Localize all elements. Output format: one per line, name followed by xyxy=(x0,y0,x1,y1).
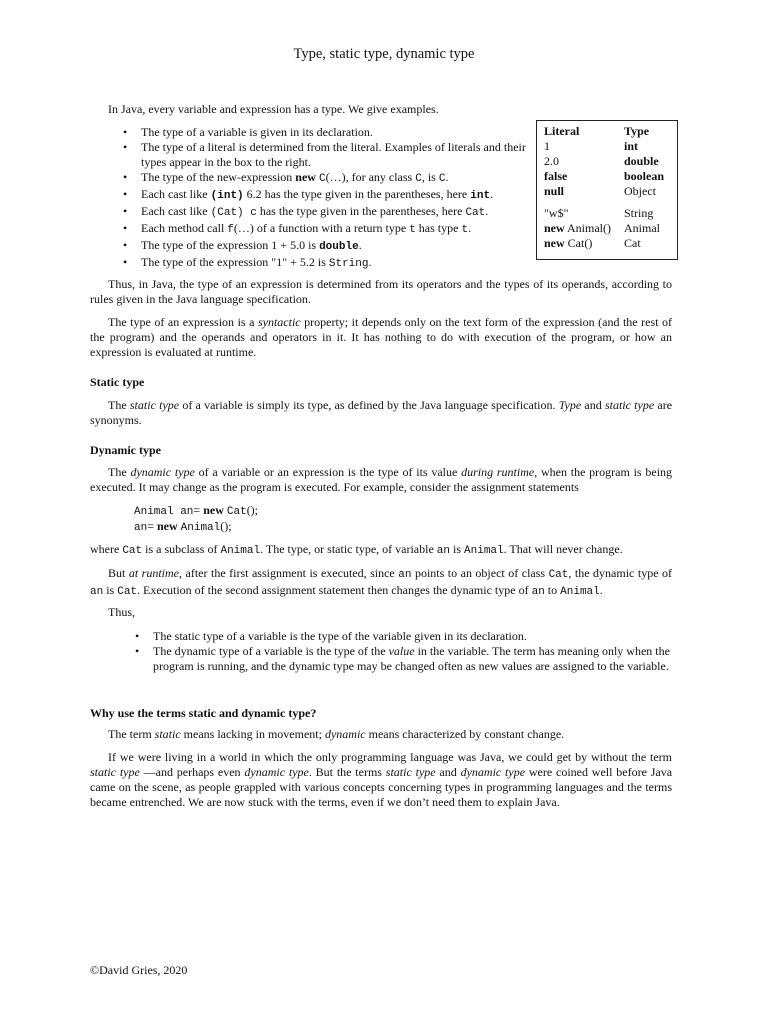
type-header xyxy=(624,124,664,139)
text-run: an xyxy=(398,569,412,581)
text-run: (int) xyxy=(210,190,244,202)
text-run: The type of the new-expression xyxy=(141,170,296,184)
text-run: Cat xyxy=(624,236,641,250)
type-examples-list xyxy=(117,125,532,272)
intro-paragraph: In Java, every variable and expression has a type. We give examples. xyxy=(108,102,439,116)
text-run: . That will never change. xyxy=(503,542,623,556)
text-run: . xyxy=(368,255,372,269)
text-run: . xyxy=(358,238,362,252)
text-run: Animal xyxy=(560,586,600,598)
heading-static-type: Static type xyxy=(90,375,145,389)
text-run: . xyxy=(490,187,494,201)
text-run: static type xyxy=(604,398,655,412)
text-run: String xyxy=(328,258,369,270)
type-header-text: Type xyxy=(624,124,650,138)
text-run: The type of the expression "1" + 5.2 is xyxy=(141,255,329,269)
code-line-2 xyxy=(134,519,232,536)
text-run: double xyxy=(319,241,359,253)
literal-cell xyxy=(544,236,624,251)
literal-type-row xyxy=(544,184,664,199)
text-run: Cat xyxy=(226,506,247,518)
text-run: syntactic xyxy=(257,315,301,329)
text-run: null xyxy=(544,184,565,198)
text-run: value xyxy=(388,644,415,658)
text-run: (); xyxy=(220,519,232,533)
literal-type-row xyxy=(544,221,664,236)
text-run: . xyxy=(468,221,472,235)
text-run: new xyxy=(203,503,224,517)
literal-cell xyxy=(544,139,624,154)
literal-type-row xyxy=(544,236,664,251)
literal-type-row xyxy=(544,154,664,169)
text-run: has the type given in the parentheses, here xyxy=(256,204,466,218)
code-line-1 xyxy=(134,503,258,520)
text-run: new xyxy=(156,519,178,533)
paragraph-at-runtime xyxy=(90,566,672,600)
text-run: Thus, in Java, the type of an expression is determined from its operators and the types of its operands, according to rules given in the Java language specification. xyxy=(90,277,672,306)
text-run: to xyxy=(544,583,561,597)
bullet-item xyxy=(117,125,532,140)
literal-type-row xyxy=(544,169,664,184)
text-run: , the dynamic type of xyxy=(568,566,673,580)
text-run: Each cast like xyxy=(141,187,211,201)
text-run: . Execution of the second assignment statement then changes the dynamic type of xyxy=(137,583,532,597)
bullet-item xyxy=(117,140,532,170)
text-run: If we were living in a world in which the only programming language was Java, we could get by without the term xyxy=(108,750,672,764)
text-run: static type xyxy=(129,398,180,412)
type-cell xyxy=(624,154,664,169)
text-run: The type of a variable is given in its declaration. xyxy=(141,125,373,139)
text-run: of a variable is simply its type, as defined by the Java language specification. xyxy=(179,398,559,412)
text-run: static type xyxy=(90,765,140,779)
text-run: (Cat) c xyxy=(210,207,257,219)
bullet-item xyxy=(117,204,532,221)
text-run: boolean xyxy=(624,169,665,183)
text-run: an xyxy=(436,545,450,557)
literal-type-table xyxy=(544,124,664,251)
text-run: where xyxy=(90,542,123,556)
text-run: , after the first assignment is executed, since xyxy=(179,566,399,580)
text-run: 2.0 xyxy=(544,154,559,168)
text-run: are synonyms. xyxy=(90,398,673,427)
text-run: means characterized by constant change. xyxy=(365,727,565,741)
type-cell xyxy=(624,199,664,221)
text-run: Animal xyxy=(180,522,221,534)
text-run: t xyxy=(461,224,469,236)
literal-type-row xyxy=(544,139,664,154)
text-run: is a subclass of xyxy=(142,542,221,556)
bullet-item xyxy=(117,187,532,204)
literal-cell xyxy=(544,199,624,221)
type-cell xyxy=(624,139,664,154)
text-run: int xyxy=(624,139,639,153)
text-run: . The type, or static type, of variable xyxy=(260,542,437,556)
text-run: , when the program is being executed. It may change as the program is executed. For example, consider the assignment statements xyxy=(90,465,673,494)
text-run: Each cast like xyxy=(141,204,211,218)
literal-cell xyxy=(544,154,624,169)
text-run: (…) of a function with a return type xyxy=(233,221,410,235)
text-run: The type of an expression is a xyxy=(108,315,258,329)
literal-type-header-row xyxy=(544,124,664,139)
paragraph-dynamic-type xyxy=(90,465,672,495)
text-run: Cat xyxy=(122,545,143,557)
text-run: Animal xyxy=(464,545,504,557)
heading-dynamic-type: Dynamic type xyxy=(90,443,161,457)
bullet-item xyxy=(129,629,672,644)
text-run: The xyxy=(108,465,131,479)
literal-header-text: Literal xyxy=(544,124,580,138)
literal-type-row xyxy=(544,199,664,221)
text-run: The xyxy=(108,398,130,412)
text-run: static type xyxy=(385,765,436,779)
text-run: The static type of a variable is the type of the variable given in its declaration. xyxy=(153,629,527,643)
text-run: Animal xyxy=(624,221,660,235)
type-cell xyxy=(624,236,664,251)
bullet-item xyxy=(129,644,672,674)
paragraph-where xyxy=(90,542,672,559)
bullet-item xyxy=(117,238,532,255)
literal-cell xyxy=(544,169,624,184)
paragraph-thus: Thus, xyxy=(108,605,135,619)
text-run: Cat xyxy=(117,586,138,598)
literal-cell xyxy=(544,221,624,236)
text-run: Animal an xyxy=(134,506,194,518)
text-run: during runtime xyxy=(461,465,535,479)
text-run: at runtime xyxy=(128,566,180,580)
text-run: Cat xyxy=(548,569,569,581)
literal-cell xyxy=(544,184,624,199)
text-run: The type of the expression 1 + 5.0 is xyxy=(141,238,320,252)
text-run: "w$" xyxy=(544,206,569,220)
paragraph-thus-operators xyxy=(90,277,672,307)
text-run: dynamic type xyxy=(130,465,195,479)
type-cell xyxy=(624,169,664,184)
literal-type-table-body xyxy=(544,124,664,251)
copyright-footer: ©David Gries, 2020 xyxy=(90,963,188,977)
type-cell xyxy=(624,221,664,236)
text-run: false xyxy=(544,169,568,183)
text-run: C xyxy=(415,173,422,185)
text-run: C xyxy=(318,173,326,185)
bullet-item xyxy=(117,255,532,272)
text-run: (…), for any class xyxy=(325,170,416,184)
literal-header xyxy=(544,124,624,139)
paragraph-static-type xyxy=(90,398,672,428)
paragraph-term-meaning xyxy=(90,727,672,742)
text-run: . But the terms xyxy=(308,765,386,779)
text-run: 6.2 has the type given in the parentheses, here xyxy=(243,187,471,201)
text-run: and xyxy=(435,765,461,779)
text-run: Cat() xyxy=(564,236,593,250)
heading-why-terms: Why use the terms static and dynamic type? xyxy=(90,706,317,720)
text-run: String xyxy=(624,206,654,220)
text-run: . xyxy=(445,170,449,184)
text-run: has type xyxy=(415,221,462,235)
static-dynamic-summary-list xyxy=(129,629,672,674)
paragraph-syntactic xyxy=(90,315,672,360)
literal-type-box xyxy=(536,120,678,260)
text-run: Animal() xyxy=(564,221,611,235)
text-run: new xyxy=(544,236,565,250)
text-run: . xyxy=(485,204,489,218)
text-run: dynamic xyxy=(324,727,366,741)
paragraph-java-world xyxy=(90,750,672,810)
text-run: is xyxy=(450,542,465,556)
text-run: an xyxy=(531,586,545,598)
text-run: The term xyxy=(108,727,155,741)
text-run: new xyxy=(295,170,316,184)
text-run: and xyxy=(581,398,605,412)
text-run: The type of a literal is determined from the literal. Examples of literals and their types appear in the box to the right. xyxy=(141,140,526,169)
text-run: were coined well before Java came on the scene, as people grappled with various concepts concerning types in programming languages and the terms became entrenched. We are now stuck with the terms, even if we don’t need them to explain Java. xyxy=(90,765,673,809)
text-run: means lacking in movement; xyxy=(180,727,325,741)
text-run: (); xyxy=(246,503,259,517)
text-run: points to an object of class xyxy=(411,566,549,580)
text-run: , is xyxy=(421,170,439,184)
text-run: Each method call xyxy=(141,221,228,235)
text-run: f xyxy=(227,224,234,236)
text-run: = xyxy=(147,519,157,533)
text-run: is xyxy=(103,583,118,597)
text-run: = xyxy=(193,503,204,517)
text-run: —and perhaps even xyxy=(139,765,245,779)
text-run: an xyxy=(90,586,104,598)
page-title: Type, static type, dynamic type xyxy=(293,46,475,62)
text-run: int xyxy=(470,190,491,202)
text-run: static xyxy=(154,727,181,741)
text-run: . xyxy=(599,583,603,597)
text-run: in the variable. The term has meaning only when the program is running, and the dynamic type may be changed often as new values are assigned to the variable. xyxy=(153,644,670,673)
text-run: dynamic type xyxy=(244,765,309,779)
text-run: property; it depends only on the text form of the expression (and the rest of the program) and the operands and operators in it. It has nothing to do with execution of the program, or how an expression is evaluated at runtime. xyxy=(90,315,673,359)
text-run: an xyxy=(134,522,148,534)
type-cell xyxy=(624,184,664,199)
text-run: of a variable or an expression is the type of its value xyxy=(194,465,462,479)
text-run: Type xyxy=(558,398,582,412)
text-run: But xyxy=(108,566,129,580)
bullet-item xyxy=(117,170,532,187)
text-run: dynamic type xyxy=(460,765,526,779)
text-run: t xyxy=(409,224,416,236)
text-run: 1 xyxy=(544,139,550,153)
text-run: Animal xyxy=(220,545,261,557)
text-run: Object xyxy=(624,184,656,198)
text-run: The dynamic type of a variable is the type of the xyxy=(153,644,389,658)
bullet-item xyxy=(117,221,532,238)
text-run: C xyxy=(438,173,446,185)
text-run: double xyxy=(624,154,659,168)
text-run: new xyxy=(544,221,565,235)
text-run: Cat xyxy=(465,207,486,219)
